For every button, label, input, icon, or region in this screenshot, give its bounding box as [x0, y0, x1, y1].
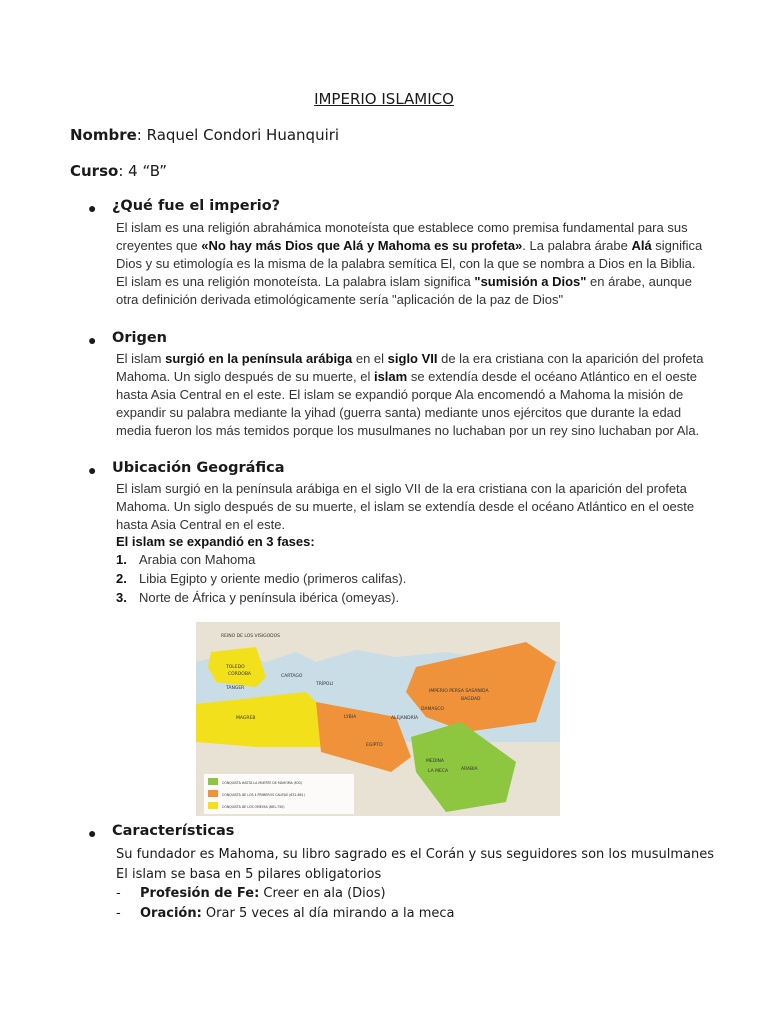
list-item: 1. Arabia con Mahoma: [116, 552, 256, 567]
legend-swatch: [208, 802, 218, 809]
phases-list: [116, 550, 406, 607]
map-label: LA MECA: [428, 769, 449, 774]
bullet-icon: ●: [88, 200, 97, 216]
map-label: EGIPTO: [366, 743, 383, 748]
section-heading-que: ¿Qué fue el imperio?: [112, 198, 281, 214]
section-text-que: El islam es una religión abrahámica monoteísta que establece como premisa fundamental para sus creyentes que «No hay más Dios que Alá y Mahoma es su profeta». La palabra árabe Alá significa Dios y su etimología es la misma de la palabra semítica El, con la que se nombra a Dios en la Biblia. El islam es una religión monoteísta. La palabra islam significa "sumisión a Dios" en árabe, aunque otra definición derivada etimológicamente sería "aplicación de la paz de Dios": [116, 220, 703, 307]
characteristics-line: El islam se basa en 5 pilares obligatorios: [116, 867, 382, 882]
legend-text: CONQUISTA DE LOS 4 PRIMEROS CALIFAS (632-661): [222, 793, 305, 797]
legend-swatch: [208, 790, 218, 797]
section-text-origen: El islam surgió en la península arábiga en el siglo VII de la era cristiana con la aparición del profeta Mahoma. Un siglo después de su muerte, el islam se extendía desde el océano Atlántico en el oeste hasta Asia Central en el este. El islam se expandió porque Ala encomendó a Mahoma la misión de expandir su palabra mediante la yihad (guerra santa) mediante unos ejércitos que durante la edad media fueron los más temidos porque los musulmanes no luchaban por un rey sino luchaban por Ala.: [116, 351, 704, 438]
course-field: Curso: 4 “B”: [70, 162, 168, 180]
name-value: Raquel Condori Huanquiri: [146, 126, 340, 144]
map-legend: [204, 774, 354, 814]
map-label: TÁNGER: [226, 686, 245, 691]
name-field: Nombre: Raquel Condori Huanquiri: [70, 126, 340, 144]
map-label: IMPERIO PERSA SASÁNIDA: [429, 689, 489, 694]
map-label: MAGREB: [236, 716, 256, 721]
name-label: Nombre: [70, 126, 137, 144]
map-label: BAGDAD: [461, 697, 481, 702]
characteristics-line: Su fundador es Mahoma, su libro sagrado es el Corán y sus seguidores son los musulmanes: [116, 847, 715, 862]
list-item: - Profesión de Fe: Creer en ala (Dios): [116, 886, 386, 901]
map-label: TRÍPOLI: [316, 682, 334, 687]
course-label: Curso: [70, 162, 119, 180]
legend-text: CONQUISTA DE LOS OMEYAS (661-750): [222, 805, 285, 809]
legend-swatch: [208, 778, 218, 785]
section-heading-caracteristicas: Características: [112, 823, 235, 839]
section-heading-ubicacion: Ubicación Geográfica: [112, 460, 285, 476]
section-heading-origen: Origen: [112, 330, 167, 346]
islamic-expansion-map: [196, 622, 560, 816]
list-item: 2. Libia Egipto y oriente medio (primeros califas).: [116, 571, 407, 586]
map-label: CÓRDOBA: [228, 672, 251, 677]
bullet-icon: ●: [88, 332, 97, 348]
map-label: DAMASCO: [421, 707, 444, 712]
section-text-ubicacion: El islam surgió en la península arábiga en el siglo VII de la era cristiana con la aparición del profeta Mahoma. Un siglo después de su muerte, el islam se extendía desde el océano Atlántico en el oeste hasta Asia Central en el este.: [116, 481, 695, 532]
map-label: ARABIA: [461, 767, 478, 772]
map-label: REINO DE LOS VISIGODOS: [221, 634, 281, 639]
map-label: LYBIA: [344, 715, 357, 720]
map-label: MEDINA: [426, 759, 444, 764]
document-title: IMPERIO ISLAMICO: [314, 90, 454, 108]
course-value: 4 “B”: [128, 162, 168, 180]
list-item: 3. Norte de África y península ibérica (omeyas).: [116, 590, 400, 605]
bullet-icon: ●: [88, 825, 97, 841]
map-label: CARTAGO: [281, 674, 303, 679]
phases-title: El islam se expandió en 3 fases:: [116, 534, 315, 549]
bullet-icon: ●: [88, 462, 97, 478]
list-item: - Oración: Orar 5 veces al día mirando a la meca: [116, 906, 455, 921]
map-label: TOLEDO: [226, 665, 245, 670]
map-label: ALEJANDRÍA: [391, 716, 419, 721]
legend-text: CONQUISTA HASTA LA MUERTE DE MAHOMA (632): [222, 781, 303, 785]
